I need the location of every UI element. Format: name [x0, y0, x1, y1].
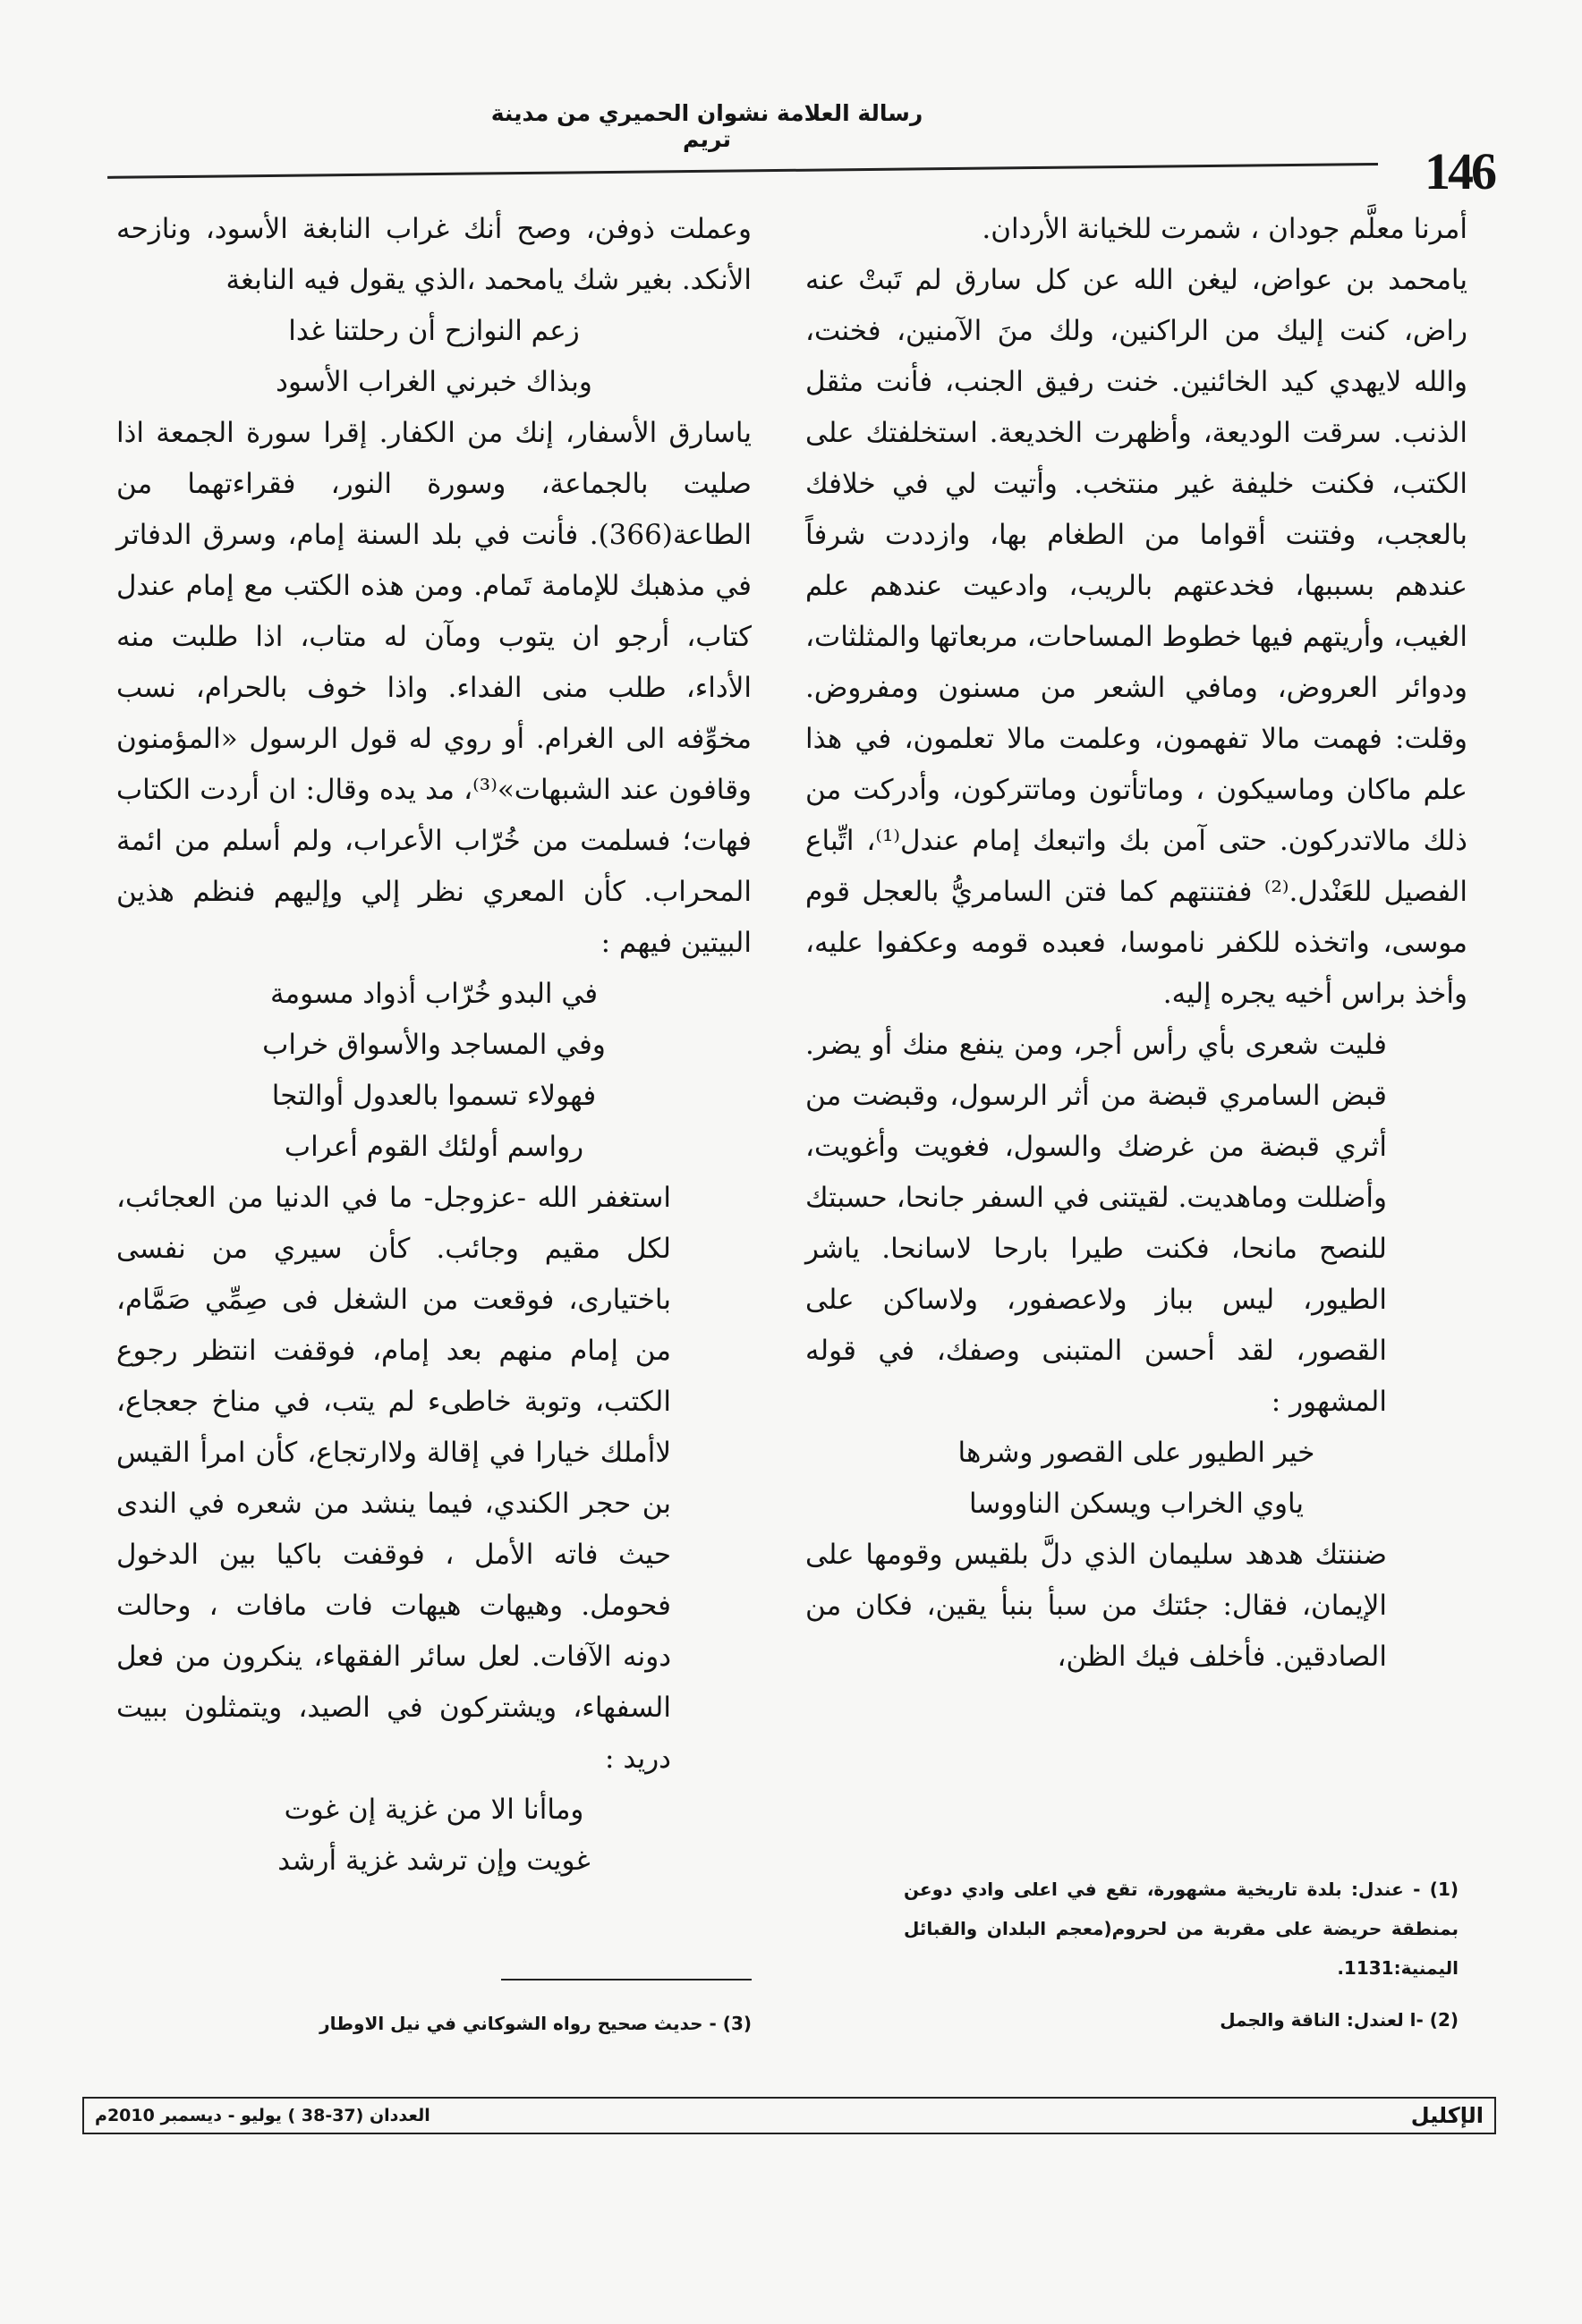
verse-line: خير الطيور على القصور وشرها	[957, 1437, 1315, 1469]
paragraph: أمرنا معلَّم جودان ، شمرت للخيانة الأردان.	[982, 213, 1467, 245]
verse-line: وفي المساجد والأسواق خراب	[262, 1029, 606, 1061]
running-title: رسالة العلامة نشوان الحميري من مدينة تريم	[490, 100, 923, 152]
footnote-3: (3) - حديث صحيح رواه الشوكاني في نيل الاوطار	[319, 2013, 752, 2034]
paragraph: يامحمد بن عواض، ليغن الله عن كل سارق لم تَبتْ عنه راض، كنت إليك من الراكنين، ولك منَ الآمنين، فخنت، والله لايهدي كيد الخائنين. خنت رفيق الجنب، فأنت مثقل الذنب. سرقت الوديعة، وأظهرت الخديعة. استخلفتك على الكتب، فكنت خليفة غير منتخب. وأتيت لي في خلافك بالعجب، وفتنت أقواما من الطغام بها، وازددت شرفاً عندهم بسببها، فخدعتهم بالريب، وادعيت عندهم علم الغيب، وأريتهم فيها خطوط المساحات، مربعاتها والمثلثات، ودوائر العروض، ومافي الشعر من مسنون ومفروض. وقلت: فهمت مالا تفهمون، وعلمت مالا تعلمون، في هذا علم ماكان وماسيكون ، وماتأتون وماتتركون، وأدركت من ذلك مالاتدركون. حتى آمن بك واتبعك إمام عندل⁽¹⁾، اتِّباع الفصيل للعَنْدل.⁽²⁾ ففتنتهم كما فتن السامريُّ بالعجل قوم موسى، واتخذه للكفر ناموسا، فعبده قومه وعكفوا عليه، وأخذ براس أخيه يجره إليه.	[805, 264, 1467, 1010]
verse-line: رواسم أولئك القوم أعراب	[284, 1131, 584, 1163]
footer-journal-name: الإكليل	[1410, 2103, 1484, 2128]
verse-line: غويت وإن ترشد غزية أرشد	[277, 1845, 591, 1877]
verse-line: في البدو خُرّاب أذواد مسومة	[269, 978, 599, 1010]
footnote-separator	[501, 1979, 752, 1980]
paragraph: فليت شعرى بأي رأس أجر، ومن ينفع منك أو يضر. قبض السامري قبضة من أثر الرسول، وقبضت من أثري قبضة من غرضك والسول، فغويت وأغويت، وأضللت وماهديت. لقيتنى في السفر جانحا، حسبتك للنصح مانحا، فكنت طيرا بارحا لاسانحا. ياشر الطيور، ليس بباز ولاعصفور، ولاساكن على القصور، لقد أحسن المتبنى وصفك، في قوله المشهور :	[805, 1029, 1387, 1418]
verse-line: وماأنا الا من غزية إن غوت	[284, 1794, 584, 1826]
footnote-2: (2) -ا لعندل: الناقة والجمل	[1220, 2009, 1459, 2031]
verse-line: زعم النوازح أن رحلتنا غدا	[288, 315, 580, 347]
paragraph: ياسارق الأسفار، إنك من الكفار. إقرا سورة الجمعة اذا صليت بالجماعة، وسورة النور، فقراءتهما من الطاعة(366). فأنت في بلد السنة إمام، وسرق الدفاتر في مذهبك للإمامة تَمام. ومن هذه الكتب مع إمام عندل كتاب، أرجو ان يتوب ومآن له متاب، اذا طلبت منه الأداء، طلب منى الفداء. واذا خوف بالحرام، نسب مخوِّفه الى الغرام. أو روي له قول الرسول «المؤمنون وقافون عند الشبهات»⁽³⁾، مد يده وقال: ان أردت الكتاب فهات؛ فسلمت من خُرّاب الأعراب، ولم أسلم من ائمة المحراب. كأن المعري نظر إلي وإليهم فنظم هذين البيتين فيهم :	[116, 417, 752, 959]
paragraph: وعملت ذوفن، وصح أنك غراب النابغة الأسود، ونازحه الأنكد. بغير شك يامحمد ،الذي يقول فيه النابغة	[116, 213, 752, 296]
column-left	[116, 204, 752, 1887]
verse-line: ياوي الخراب ويسكن الناووسا	[968, 1488, 1305, 1520]
verse-line: فهولاء تسموا بالعدول أوالتجا	[271, 1080, 597, 1112]
header-rule	[107, 163, 1378, 179]
page-footer	[82, 2097, 1496, 2134]
column-right	[805, 204, 1467, 1683]
paragraph: استغفر الله -عزوجل- ما في الدنيا من العجائب، لكل مقيم وجائب. كأن سيري من نفسى باختيارى، فوقعت من الشغل فى صِمِّي صَمَّام، من إمام منهم بعد إمام، فوقفت انتظر رجوع الكتب، وتوبة خاطىء لم يتب، في مناخ جعجاع، لاأملك خيارا في إقالة ولاارتجاع، كأن امرأ القيس بن حجر الكندي، فيما ينشد من شعره في الندى حيث فاته الأمل ، فوقفت باكيا بين الدخول فحومل. وهيهات هيهات فات مافات ، وحالت دونه الآفات. لعل سائر الفقهاء، ينكرون من فعل السفهاء، ويشتركون في الصيد، ويتمثلون ببيت دريد :	[116, 1182, 671, 1775]
page-number: 146	[1425, 142, 1494, 200]
footnotes-right	[904, 1870, 1459, 2040]
verse-line: وبذاك خبرني الغراب الأسود	[276, 366, 592, 398]
footer-issue: العددان (37-38 ) يوليو - ديسمبر 2010م	[95, 2106, 430, 2125]
footnote-1: (1) - عندل: بلدة تاريخية مشهورة، تقع في اعلى وادي دوعن بمنطقة حريضة على مقربة من لحروم(معجم البلدان والقبائل اليمنية:1131.	[904, 1879, 1459, 1979]
paragraph: ضننتك هدهد سليمان الذي دلَّ بلقيس وقومها على الإيمان، فقال: جئتك من سبأ بنبأ يقين، فكان من الصادقين. فأخلف فيك الظن،	[805, 1539, 1387, 1673]
